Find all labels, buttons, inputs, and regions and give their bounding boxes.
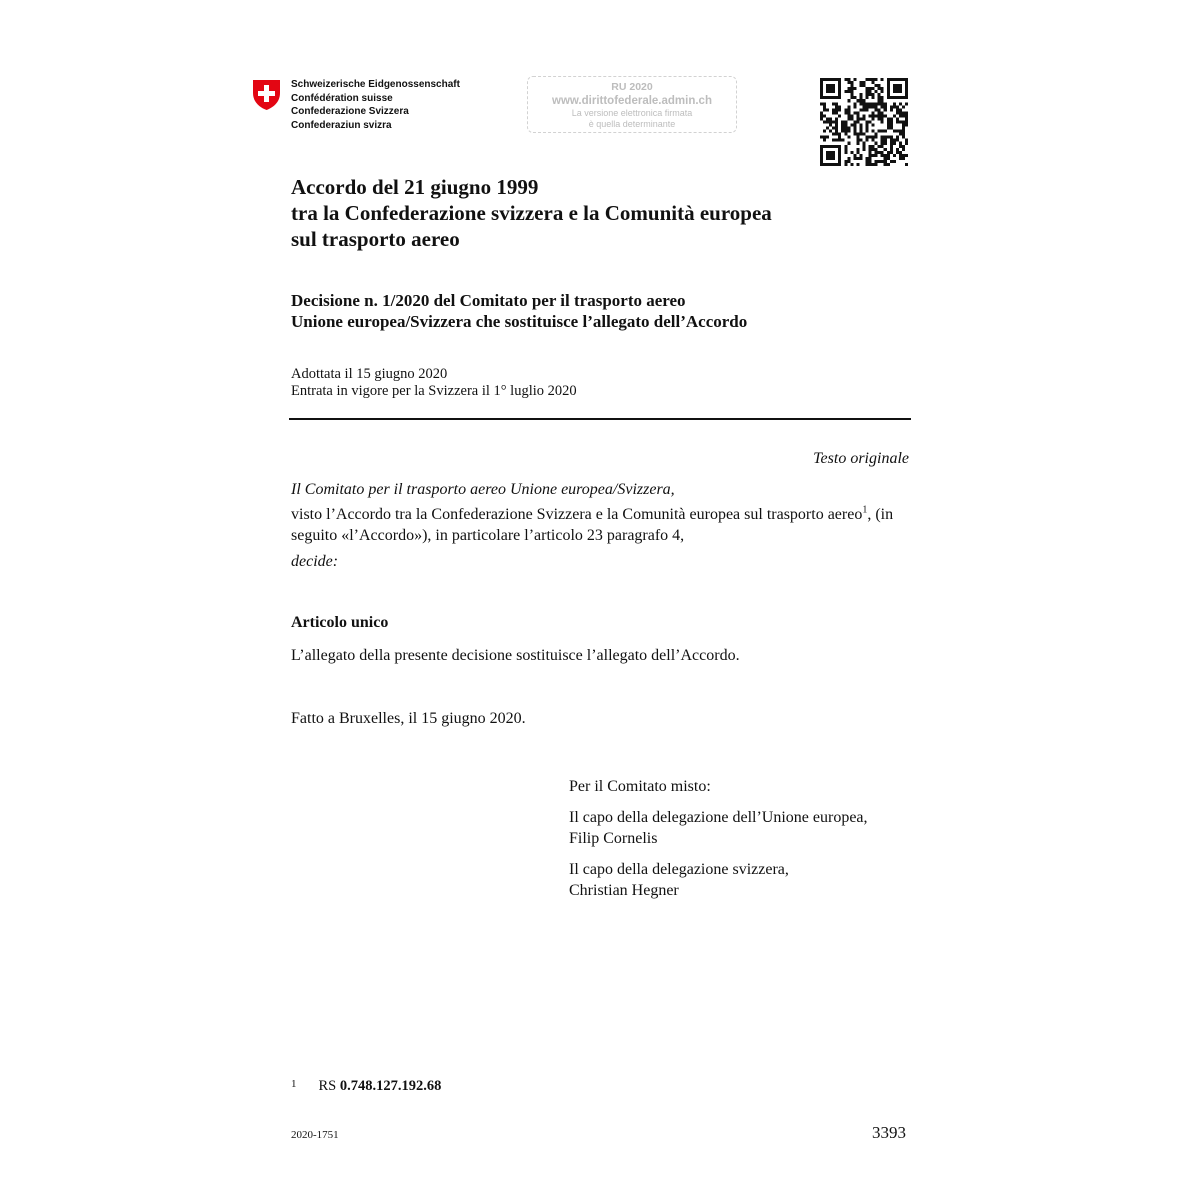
- preamble-text-2: , (in seguito «l’Accordo»), in particolare l’articolo 23 paragrafo 4,: [291, 506, 894, 544]
- footnote-reference-link[interactable]: 0.748.127.192.68: [339, 1078, 442, 1094]
- adopted-date: Adottata il 15 giugno 2020: [291, 366, 448, 382]
- federation-name-de: Schweizerische Eidgenossenschaft: [291, 79, 460, 90]
- article-text: L’allegato della presente decisione sostituisce l’allegato dell’Accordo.: [291, 647, 740, 664]
- decision-line-2: Unione europea/Svizzera che sostituisce l’allegato dell’Accordo: [291, 312, 748, 331]
- ch-signatory-name: Christian Hegner: [569, 882, 679, 899]
- document-number: 2020-1751: [291, 1129, 339, 1141]
- adoption-dates: [291, 366, 577, 400]
- ch-signatory: [569, 859, 914, 901]
- footnote: [291, 1078, 441, 1095]
- federation-name-rm: Confederaziun svizra: [291, 119, 392, 131]
- place-and-date: Fatto a Bruxelles, il 15 giugno 2020.: [291, 710, 526, 727]
- stamp-note-1: La versione elettronica firmata: [571, 108, 693, 118]
- footnote-reference[interactable]: 1: [862, 504, 868, 516]
- signatures-block: [569, 776, 914, 911]
- committee-intro: Il Comitato per il trasporto aereo Unione europea/Svizzera,: [291, 481, 675, 498]
- article-heading: Articolo unico: [291, 614, 389, 631]
- federation-name-fr: Confédération suisse: [291, 92, 393, 104]
- title-line-1: Accordo del 21 giugno 1999: [291, 175, 539, 199]
- footnote-prefix: RS: [318, 1078, 340, 1094]
- federation-names: [291, 78, 460, 132]
- preamble: [291, 504, 911, 546]
- stamp-website: www.dirittofederale.admin.ch: [552, 95, 712, 107]
- title-line-3: sul trasporto aereo: [291, 227, 460, 251]
- decision-title: [291, 290, 747, 332]
- eu-signatory-role: Il capo della delegazione dell’Unione europea,: [569, 809, 868, 826]
- decide-label: decide:: [291, 553, 339, 570]
- original-text-label: Testo originale: [813, 450, 909, 467]
- page-number: 3393: [872, 1123, 906, 1142]
- eu-signatory: [569, 807, 914, 849]
- for-committee: Per il Comitato misto:: [569, 778, 711, 795]
- decision-line-1: Decisione n. 1/2020 del Comitato per il trasporto aereo: [291, 291, 686, 310]
- ch-signatory-role: Il capo della delegazione svizzera,: [569, 861, 789, 878]
- preamble-text-1: visto l’Accordo tra la Confederazione Svizzera e la Comunità europea sul trasporto aereo: [291, 506, 863, 523]
- separator-rule: [289, 418, 911, 420]
- document-title: [291, 174, 772, 252]
- stamp-note-2: è quella determinante: [588, 119, 676, 129]
- eu-signatory-name: Filip Cornelis: [569, 830, 658, 847]
- official-publication-stamp: [527, 76, 737, 133]
- qr-code-icon: [820, 78, 908, 166]
- federation-name-it: Confederazione Svizzera: [291, 106, 409, 117]
- in-force-date: Entrata in vigore per la Svizzera il 1° luglio 2020: [291, 383, 577, 399]
- swiss-crest-icon: [252, 79, 281, 111]
- footnote-number: 1: [291, 1078, 297, 1090]
- stamp-collection: RU 2020: [611, 81, 653, 93]
- title-line-2: tra la Confederazione svizzera e la Comunità europea: [291, 201, 772, 225]
